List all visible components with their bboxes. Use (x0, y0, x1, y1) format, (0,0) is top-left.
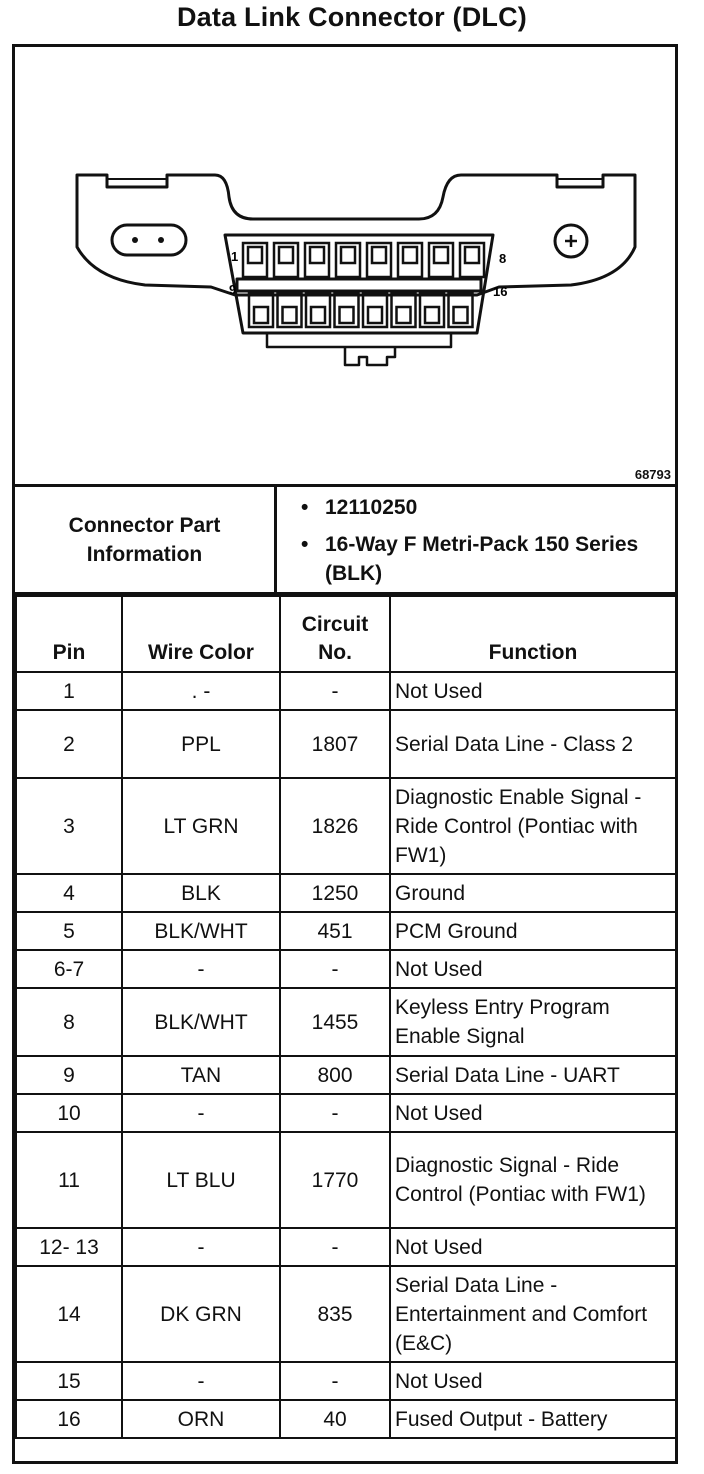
cell-function: Serial Data Line - UART (390, 1056, 676, 1094)
table-row (16, 1266, 676, 1362)
contact-terminal (254, 307, 268, 323)
header-wire-color: Wire Color (122, 596, 280, 672)
cell-pin: 4 (16, 874, 122, 912)
cell-function: Not Used (390, 1362, 676, 1400)
contact-terminal (454, 307, 468, 323)
table-row (16, 950, 676, 988)
connector-series: • 16-Way F Metri-Pack 150 Series (BLK) (301, 530, 675, 588)
cell-function: Not Used (390, 1228, 676, 1266)
cell-circuit: 1826 (280, 778, 390, 874)
pinout-table (15, 595, 677, 1439)
contact-terminal (283, 307, 297, 323)
cell-function: Not Used (390, 950, 676, 988)
connector-part-information (15, 487, 675, 595)
cell-circuit: 1770 (280, 1132, 390, 1228)
cell-pin: 8 (16, 988, 122, 1056)
cell-pin: 10 (16, 1094, 122, 1132)
header-function: Function (390, 596, 676, 672)
header-circuit: Circuit No. (280, 596, 390, 672)
contact-terminal (311, 307, 325, 323)
cell-function: Ground (390, 874, 676, 912)
cell-wire-color: BLK/WHT (122, 912, 280, 950)
cell-wire-color: PPL (122, 710, 280, 778)
contact-terminal (310, 247, 324, 263)
cell-pin: 15 (16, 1362, 122, 1400)
table-row (16, 1094, 676, 1132)
cell-function: Serial Data Line - Class 2 (390, 710, 676, 778)
cell-function: PCM Ground (390, 912, 676, 950)
cell-function: Diagnostic Signal - Ride Control (Pontiac with FW1) (390, 1132, 676, 1228)
cell-circuit: 835 (280, 1266, 390, 1362)
cell-wire-color: . - (122, 672, 280, 710)
contact-terminal (434, 247, 448, 263)
cell-wire-color: LT BLU (122, 1132, 280, 1228)
contact-terminal (425, 307, 439, 323)
cell-circuit: - (280, 950, 390, 988)
connector-illustration (15, 47, 675, 487)
cell-wire-color: ORN (122, 1400, 280, 1438)
cell-pin: 9 (16, 1056, 122, 1094)
cell-function: Diagnostic Enable Signal - Ride Control (Pontiac with FW1) (390, 778, 676, 874)
part-number: • 12110250 (301, 493, 675, 522)
cell-pin: 1 (16, 672, 122, 710)
contact-terminal (372, 247, 386, 263)
table-row (16, 1228, 676, 1266)
cell-wire-color: - (122, 950, 280, 988)
cell-function: Fused Output - Battery (390, 1400, 676, 1438)
cell-function: Keyless Entry Program Enable Signal (390, 988, 676, 1056)
cell-circuit: 1807 (280, 710, 390, 778)
cell-circuit: 40 (280, 1400, 390, 1438)
connector-part-label: Connector Part Information (15, 487, 277, 592)
table-row (16, 912, 676, 950)
cell-wire-color: BLK/WHT (122, 988, 280, 1056)
pin-label-9: 9 (229, 282, 237, 297)
cell-pin: 2 (16, 710, 122, 778)
cell-circuit: - (280, 1362, 390, 1400)
cell-pin: 6-7 (16, 950, 122, 988)
cell-circuit: - (280, 672, 390, 710)
dlc-document (12, 44, 678, 1464)
cell-pin: 3 (16, 778, 122, 874)
cell-circuit: 451 (280, 912, 390, 950)
table-row (16, 1132, 676, 1228)
cell-circuit: - (280, 1228, 390, 1266)
pin-label-1: 1 (231, 249, 239, 264)
table-row (16, 672, 676, 710)
cell-wire-color: BLK (122, 874, 280, 912)
pin-label-16: 16 (493, 284, 508, 299)
cell-circuit: 1455 (280, 988, 390, 1056)
cell-wire-color: - (122, 1094, 280, 1132)
cell-function: Serial Data Line - Entertainment and Comfort (E&C) (390, 1266, 676, 1362)
pin-label-8: 8 (499, 251, 507, 266)
contact-terminal (397, 307, 411, 323)
table-row (16, 1400, 676, 1438)
table-row (16, 988, 676, 1056)
cell-circuit: 800 (280, 1056, 390, 1094)
cell-function: Not Used (390, 672, 676, 710)
contact-terminal (368, 307, 382, 323)
cell-pin: 16 (16, 1400, 122, 1438)
contact-terminal (248, 247, 262, 263)
contact-terminal (341, 247, 355, 263)
page-title: Data Link Connector (DLC) (176, 2, 527, 32)
cell-circuit: 1250 (280, 874, 390, 912)
table-row (16, 710, 676, 778)
header-pin: Pin (16, 596, 122, 672)
table-row (16, 874, 676, 912)
figure-number: 68793 (634, 467, 671, 482)
table-header-row (16, 596, 676, 672)
connector-part-list (301, 493, 675, 596)
cell-pin: 12- 13 (16, 1228, 122, 1266)
contact-terminal (279, 247, 293, 263)
cell-function: Not Used (390, 1094, 676, 1132)
table-row (16, 1362, 676, 1400)
cell-wire-color: TAN (122, 1056, 280, 1094)
contact-terminal (340, 307, 354, 323)
cell-wire-color: LT GRN (122, 778, 280, 874)
cell-pin: 11 (16, 1132, 122, 1228)
cell-wire-color: - (122, 1228, 280, 1266)
cell-circuit: - (280, 1094, 390, 1132)
cell-pin: 5 (16, 912, 122, 950)
cell-pin: 14 (16, 1266, 122, 1362)
cell-wire-color: DK GRN (122, 1266, 280, 1362)
table-row (16, 1056, 676, 1094)
table-row (16, 778, 676, 874)
contact-terminal (403, 247, 417, 263)
dlc-connector-drawing (15, 47, 675, 484)
contact-terminal (465, 247, 479, 263)
cell-wire-color: - (122, 1362, 280, 1400)
